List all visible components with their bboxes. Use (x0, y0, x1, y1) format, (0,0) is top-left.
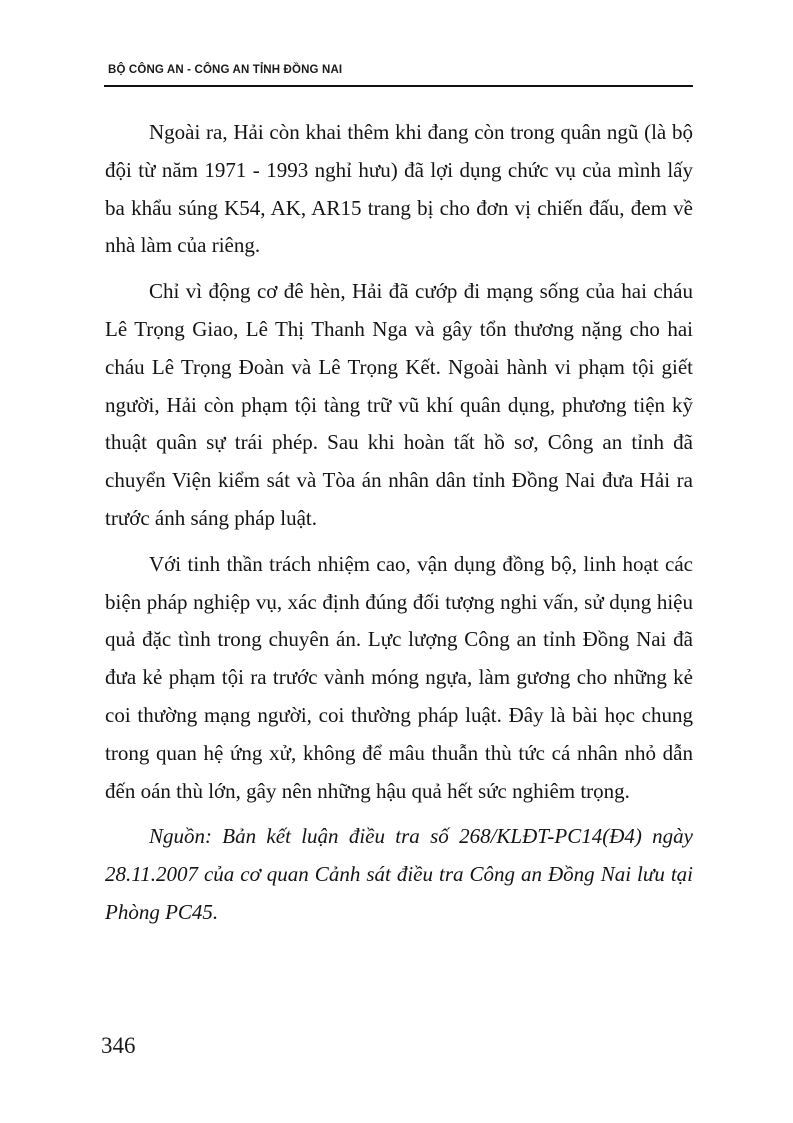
running-header: BỘ CÔNG AN - CÔNG AN TỈNH ĐỒNG NAI (108, 64, 343, 76)
header-rule (104, 85, 693, 87)
paragraph: Chỉ vì động cơ đê hèn, Hải đã cướp đi mạng sống của hai cháu Lê Trọng Giao, Lê Thị Thanh Nga và gây tổn thương nặng cho hai cháu Lê Trọng Đoàn và Lê Trọng Kết. Ngoài hành vi phạm tội giết người, Hải còn phạm tội tàng trữ vũ khí quân dụng, phương tiện kỹ thuật quân sự trái phép. Sau khi hoàn tất hồ sơ, Công an tỉnh đã chuyển Viện kiểm sát và Tòa án nhân dân tỉnh Đồng Nai đưa Hải ra trước ánh sáng pháp luật. (105, 279, 693, 530)
source-note: Nguồn: Bản kết luận điều tra số 268/KLĐT-PC14(Đ4) ngày 28.11.2007 của cơ quan Cảnh sát điều tra Công an Đồng Nai lưu tại Phòng PC45. (105, 824, 693, 924)
paragraph: Với tinh thần trách nhiệm cao, vận dụng đồng bộ, linh hoạt các biện pháp nghiệp vụ, xác định đúng đối tượng nghi vấn, sử dụng hiệu quả đặc tình trong chuyên án. Lực lượng Công an tỉnh Đồng Nai đã đưa kẻ phạm tội ra trước vành móng ngựa, làm gương cho những kẻ coi thường mạng người, coi thường pháp luật. Đây là bài học chung trong quan hệ ứng xử, không để mâu thuẫn thù tức cá nhân nhỏ dẫn đến oán thù lớn, gây nên những hậu quả hết sức nghiêm trọng. (105, 551, 693, 803)
page-number: 346 (101, 1033, 136, 1058)
body-text (105, 114, 693, 932)
paragraph: Ngoài ra, Hải còn khai thêm khi đang còn trong quân ngũ (là bộ đội từ năm 1971 - 1993 nghỉ hưu) đã lợi dụng chức vụ của mình lấy ba khẩu súng K54, AK, AR15 trang bị cho đơn vị chiến đấu, đem về nhà làm của riêng. (105, 120, 693, 258)
